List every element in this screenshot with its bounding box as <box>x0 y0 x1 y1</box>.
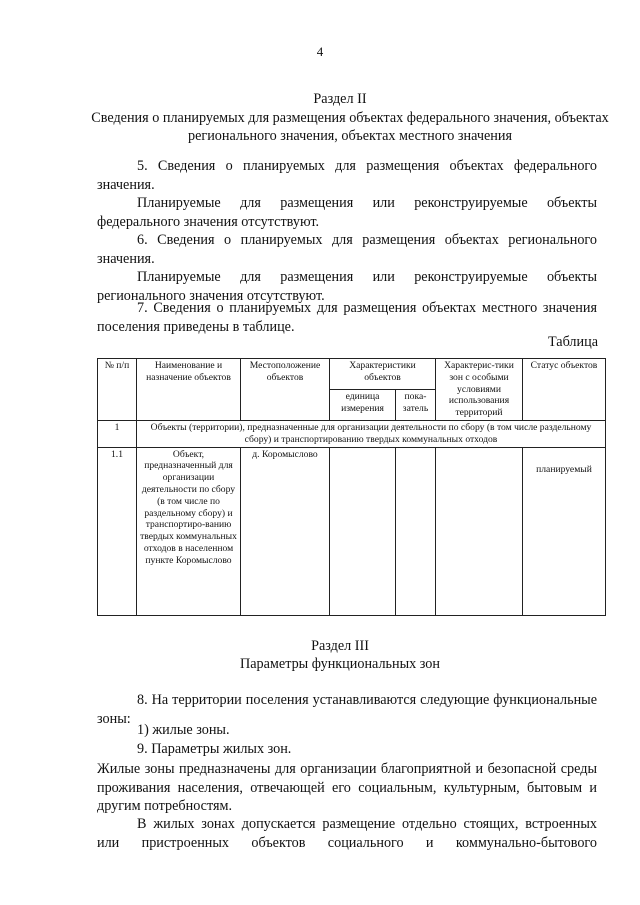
header-location: Местоположение объектов <box>241 359 330 421</box>
group-text: Объекты (территории), предназначенные для организации деятельности по сбору (в том числе раздельному сбору) и транспортированию твердых коммунальных отходов <box>137 420 606 447</box>
group-num: 1 <box>98 420 137 447</box>
row-num: 1.1 <box>98 447 137 615</box>
paragraph-10: В жилых зонах допускается размещение отдельно стоящих, встроенных или пристроенных объектов социального и коммунально-бытового <box>97 816 597 851</box>
section-2-subtitle: Сведения о планируемых для размещения объектах федерального значения, объектах регионального значения, объектах местного значения <box>91 110 609 144</box>
paragraph-9-body: Жилые зоны предназначены для организации благоприятной и безопасной среды проживания населения, отвечающей его социальным, культурным, бытовым и другим потребностям. <box>97 761 597 814</box>
header-status: Статус объектов <box>523 359 606 421</box>
row-indicator <box>396 447 436 615</box>
section-3-title: Раздел III <box>311 638 369 654</box>
header-zones: Характерис-тики зон с особыми условиями использования территорий <box>436 359 523 421</box>
paragraph-9: 9. Параметры жилых зон. <box>137 741 292 757</box>
header-unit: единица измерения <box>330 389 396 420</box>
page-number: 4 <box>316 44 324 59</box>
row-location: д. Коромыслово <box>241 447 330 615</box>
objects-table <box>97 358 606 616</box>
table-group-row <box>98 420 606 447</box>
table-row <box>98 447 606 615</box>
header-num: № п/п <box>98 359 137 421</box>
section-3-subtitle: Параметры функциональных зон <box>240 656 440 672</box>
row-unit <box>330 447 396 615</box>
section-2-title: Раздел II <box>313 91 367 107</box>
paragraph-5: 5. Сведения о планируемых для размещения объектах федерального значения. <box>97 158 597 193</box>
row-zones <box>436 447 523 615</box>
zone-item-1: 1) жилые зоны. <box>137 722 230 738</box>
header-name: Наименование и назначение объектов <box>137 359 241 421</box>
header-characteristics: Характеристики объектов <box>330 359 436 390</box>
header-indicator: пока-затель <box>396 389 436 420</box>
row-name: Объект, предназначенный для организации деятельности по сбору (в том числе по раздельному сбору) и транспортиро-ванию твердых коммунальных отходов в населенном пункте Коромыслово <box>137 447 241 615</box>
paragraph-5-body: Планируемые для размещения или реконструируемые объекты федерального значения отсутствуют. <box>97 195 597 230</box>
paragraph-6-body: Планируемые для размещения или реконструируемые объекты регионального значения отсутствуют. <box>97 269 597 304</box>
table-header-row <box>98 359 606 390</box>
paragraph-7: 7. Сведения о планируемых для размещения объектах местного значения поселения приведены в таблице. <box>97 300 597 335</box>
row-status: планируемый <box>523 447 606 615</box>
paragraph-8: 8. На территории поселения устанавливаются следующие функциональные зоны: <box>97 692 597 727</box>
paragraph-6: 6. Сведения о планируемых для размещения объектах регионального значения. <box>97 232 597 267</box>
table-label: Таблица <box>547 334 598 350</box>
